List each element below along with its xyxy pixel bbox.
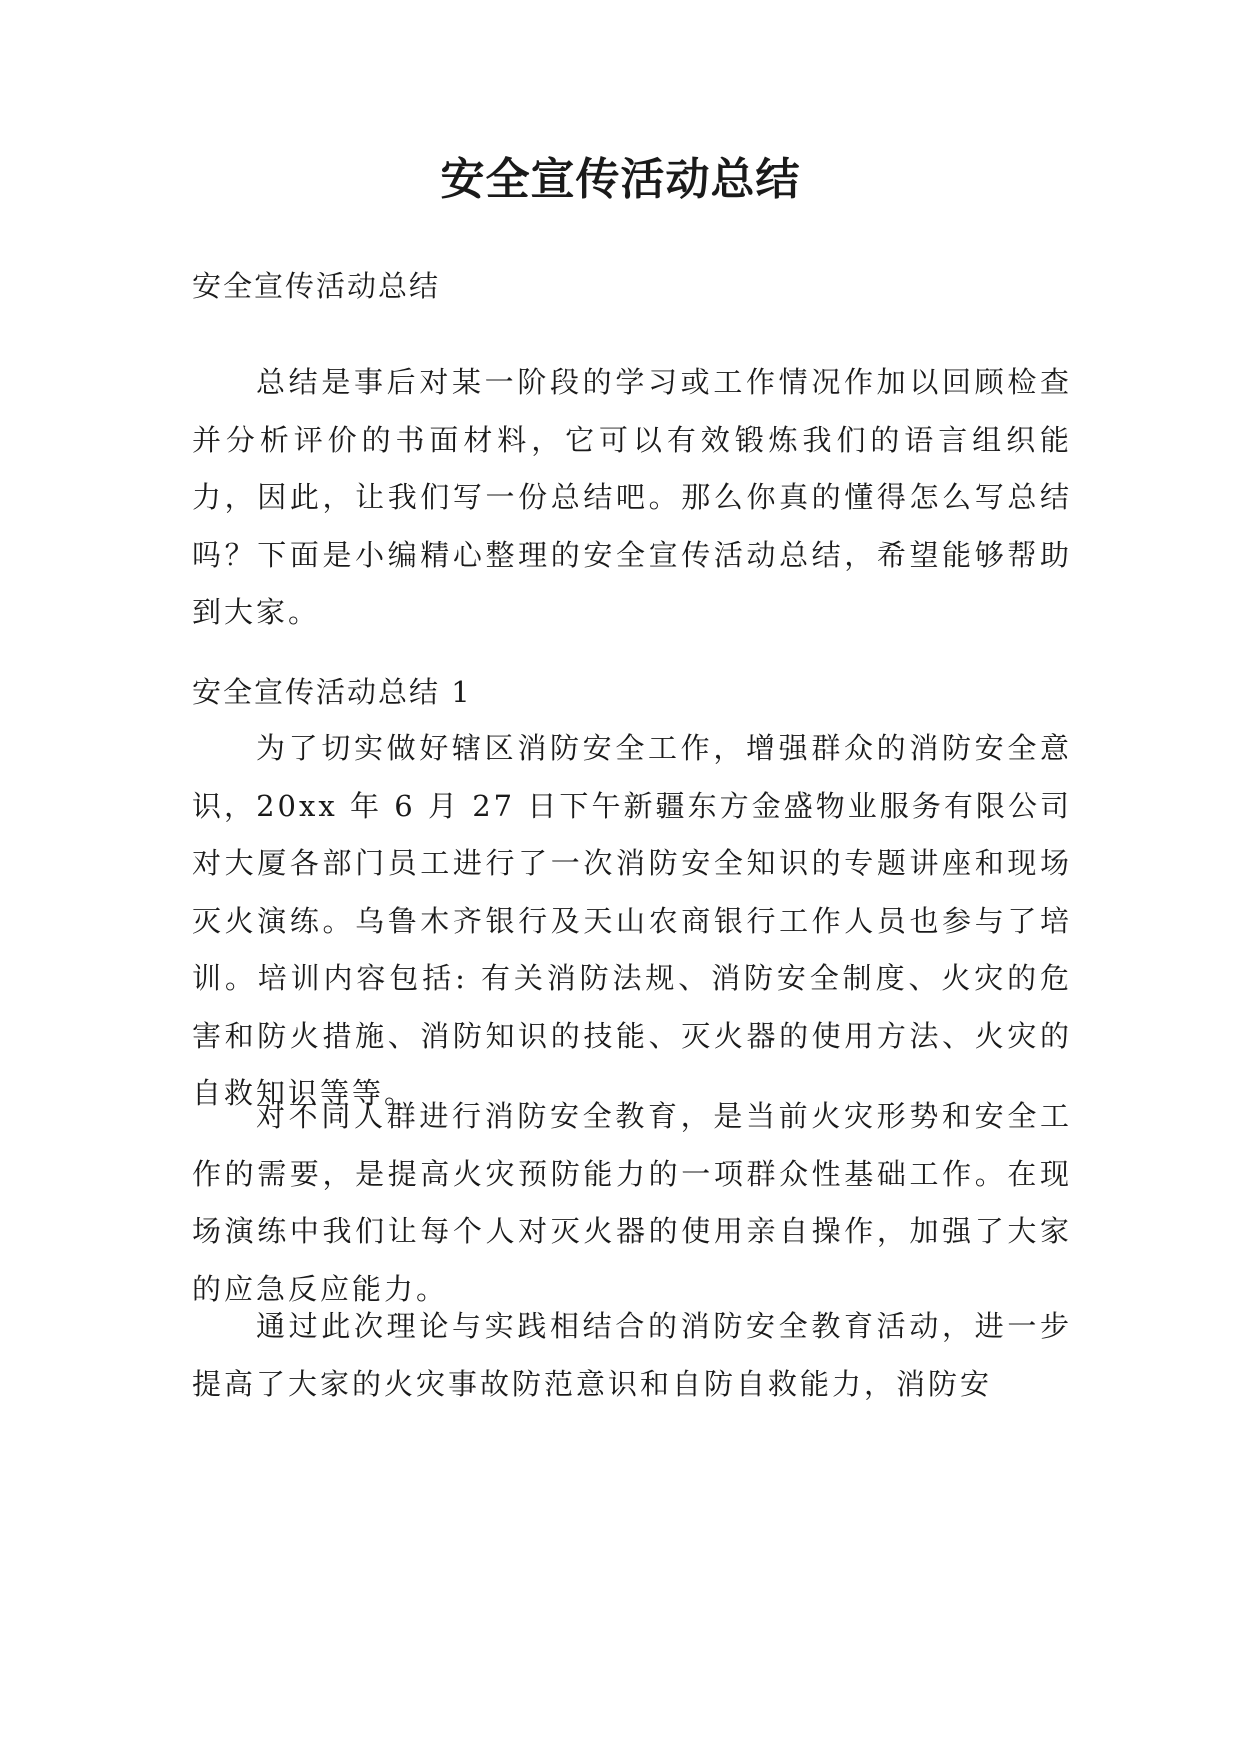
intro-paragraph: 总结是事后对某一阶段的学习或工作情况作加以回顾检查并分析评价的书面材料，它可以有效锻炼我们的语言组织能力，因此，让我们写一份总结吧。那么你真的懂得怎么写总结吗？下面是小编精心整理的安全宣传活动总结，希望能够帮助到大家。 bbox=[192, 365, 1072, 629]
section-paragraph-1: 为了切实做好辖区消防安全工作，增强群众的消防安全意识，20xx 年 6 月 27 日下午新疆东方金盛物业服务有限公司对大厦各部门员工进行了一次消防安全知识的专题讲座和现场灭火演练。乌鲁木齐银行及天山农商银行工作人员也参与了培训。培训内容包括: 有关消防法规、消防安全制度、火灾的危害和防火措施、消防知识的技能、灭火器的使用方法、火灾的自救知识等等。 bbox=[192, 731, 1072, 1110]
document-title: 安全宣传活动总结 bbox=[440, 154, 801, 205]
section-paragraph-3: 通过此次理论与实践相结合的消防安全教育活动，进一步提高了大家的火灾事故防范意识和自防自救能力，消防安 bbox=[192, 1309, 1072, 1401]
section-heading: 安全宣传活动总结 1 bbox=[192, 675, 472, 709]
section-paragraph-2: 对不同人群进行消防安全教育，是当前火灾形势和安全工作的需要，是提高火灾预防能力的一项群众性基础工作。在现场演练中我们让每个人对灭火器的使用亲自操作，加强了大家的应急反应能力。 bbox=[192, 1099, 1072, 1306]
document-subtitle: 安全宣传活动总结 bbox=[192, 269, 441, 303]
